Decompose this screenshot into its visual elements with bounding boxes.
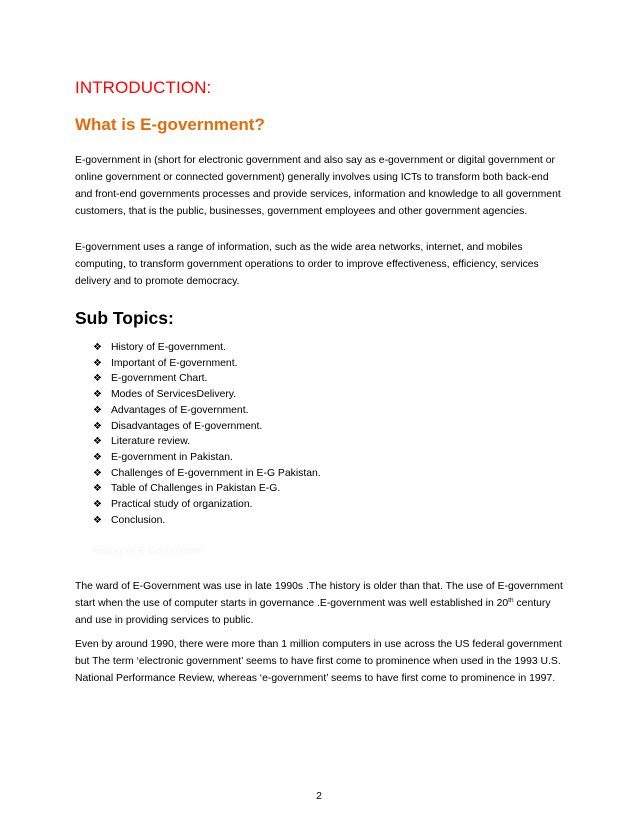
page-number: 2 xyxy=(316,791,322,802)
list-item: ❖ Table of Challenges in Pakistan E-G. xyxy=(93,481,321,497)
diamond-bullet-icon: ❖ xyxy=(93,499,102,511)
diamond-bullet-icon: ❖ xyxy=(93,467,102,479)
paragraph-usage: E-government uses a range of information, such as the wide area networks, internet, and mobiles computing, to transform government operations to order to improve effectiveness, efficiency, services delivery and to promote democracy. xyxy=(75,242,539,287)
list-item: ❖ Challenges of E-government in E-G Pakistan. xyxy=(93,466,321,482)
list-item: ❖ Modes of ServicesDelivery. xyxy=(93,387,321,403)
paragraph-definition: E-government in (short for electronic government and also say as e-government or digital government or online government or connected government) generally involves using ICTs to transform both back-end and front-end governments processes and provide services, information and knowledge to all government customers, that is the public, businesses, government employees and other government agencies. xyxy=(75,155,561,217)
diamond-bullet-icon: ❖ xyxy=(93,373,102,385)
intro-heading: INTRODUCTION: xyxy=(75,78,212,97)
subtopics-heading: Sub Topics: xyxy=(75,308,174,328)
list-item: ❖ Practical study of organization. xyxy=(93,497,321,513)
list-item: ❖ Disadvantages of E-government. xyxy=(93,419,321,435)
paragraph-prominence: Even by around 1990, there were more than 1 million computers in use across the US federal government but The term ‘electronic government’ seems to have first come to prominence when used in the 1993 U.S. National Performance Review, whereas ‘e-government’ seems to have first come to prominence in 1997. xyxy=(75,639,562,684)
diamond-bullet-icon: ❖ xyxy=(93,357,102,369)
diamond-bullet-icon: ❖ xyxy=(93,451,102,463)
question-heading: What is E-government? xyxy=(75,115,265,134)
faint-section-heading: History of E-Government xyxy=(93,546,204,557)
subtopics-list xyxy=(93,340,321,528)
list-item: ❖ History of E-government. xyxy=(93,340,321,356)
list-item: ❖ Advantages of E-government. xyxy=(93,403,321,419)
list-item: ❖ E-government Chart. xyxy=(93,371,321,387)
diamond-bullet-icon: ❖ xyxy=(93,483,102,495)
diamond-bullet-icon: ❖ xyxy=(93,436,102,448)
list-item: ❖ E-government in Pakistan. xyxy=(93,450,321,466)
diamond-bullet-icon: ❖ xyxy=(93,389,102,401)
list-item: ❖ Literature review. xyxy=(93,434,321,450)
diamond-bullet-icon: ❖ xyxy=(93,420,102,432)
diamond-bullet-icon: ❖ xyxy=(93,404,102,416)
list-item: ❖ Conclusion. xyxy=(93,513,321,529)
diamond-bullet-icon: ❖ xyxy=(93,342,102,353)
diamond-bullet-icon: ❖ xyxy=(93,514,102,526)
list-item: ❖ Important of E-government. xyxy=(93,356,321,372)
paragraph-history: The ward of E-Government was use in late 1990s .The history is older than that. The use of E-government start when the use of computer starts in governance .E-government was well established in 20th century and use in providing services to public. xyxy=(75,581,563,626)
